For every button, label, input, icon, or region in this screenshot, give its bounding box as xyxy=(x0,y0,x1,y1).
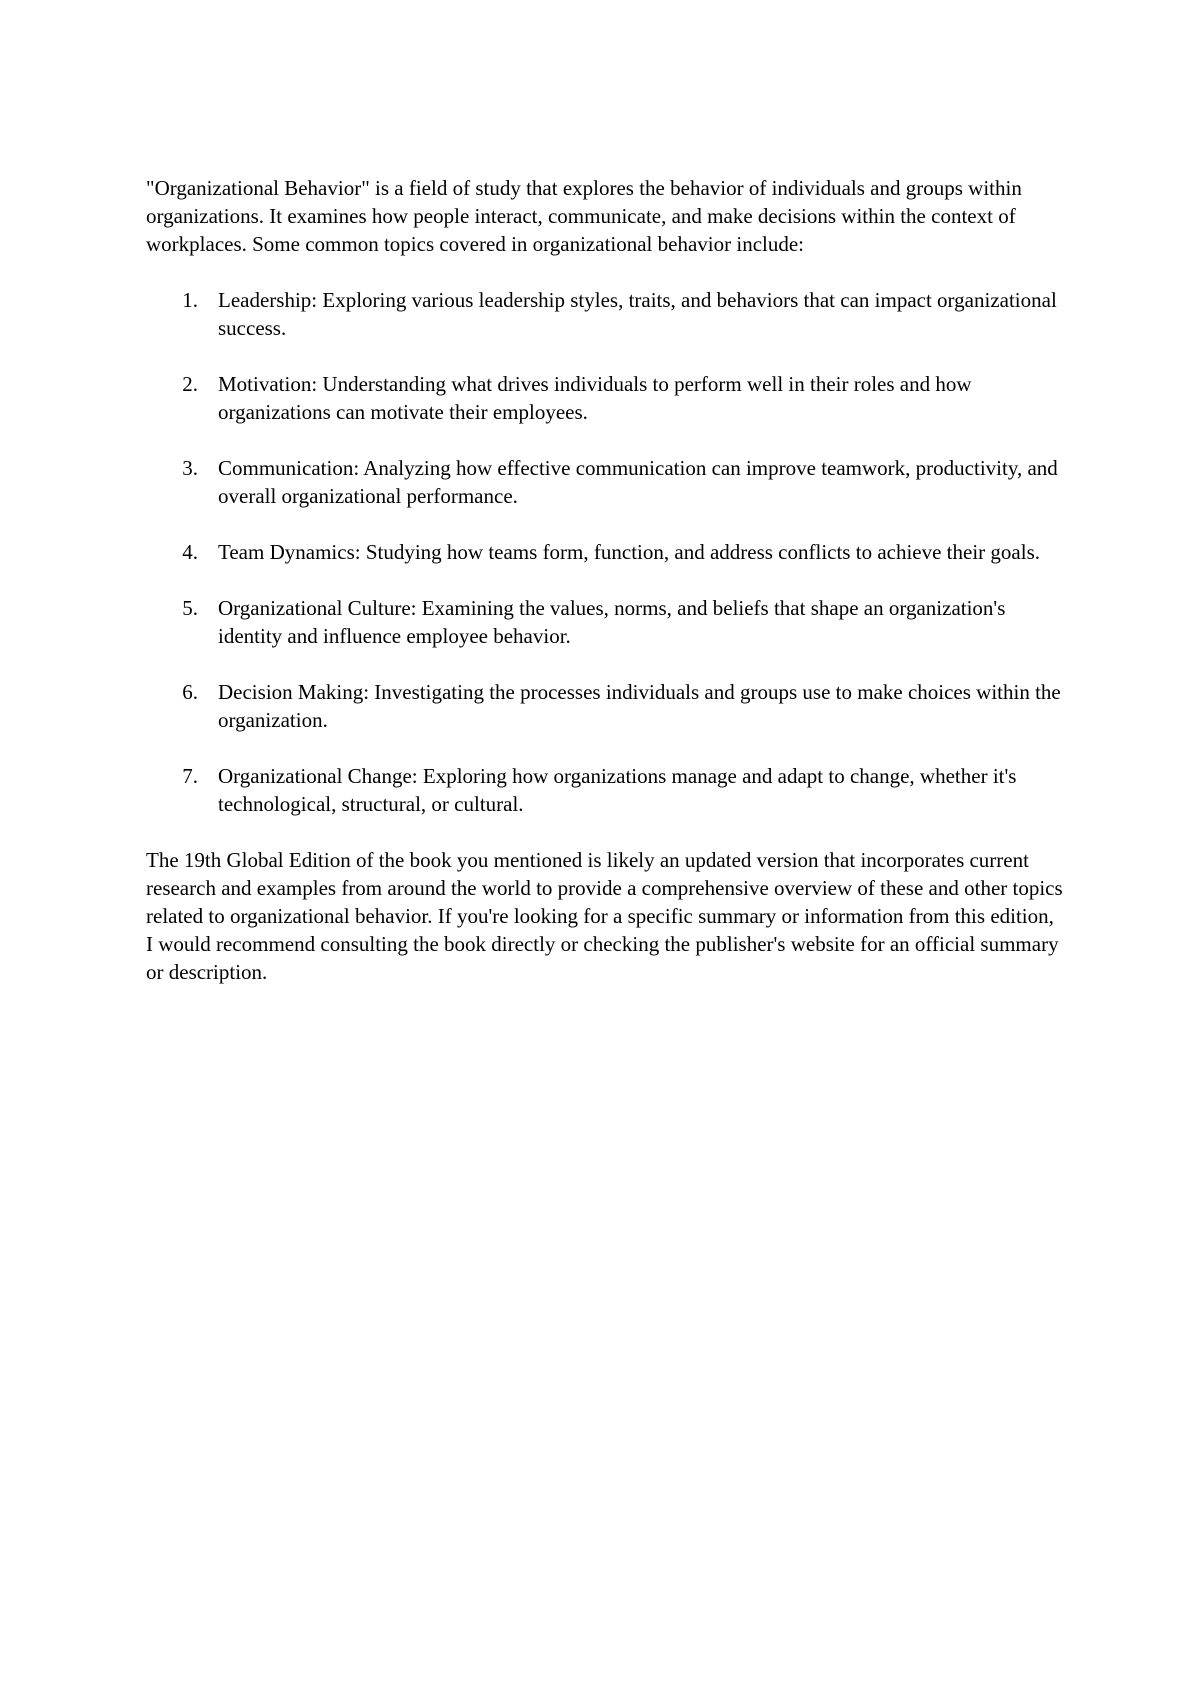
list-item-text: Team Dynamics: Studying how teams form, function, and address conflicts to achieve their goals. xyxy=(218,540,1040,564)
list-item-text: Decision Making: Investigating the processes individuals and groups use to make choices within the organization. xyxy=(218,680,1061,732)
list-item xyxy=(146,594,1066,650)
closing-paragraph: The 19th Global Edition of the book you mentioned is likely an updated version that incorporates current research and examples from around the world to provide a comprehensive overview of these and other topics related to organizational behavior. If you're looking for a specific summary or information from this edition, I would recommend consulting the book directly or checking the publisher's website for an official summary or description. xyxy=(146,848,1063,984)
document-body xyxy=(146,174,1066,986)
list-item xyxy=(146,286,1066,342)
list-item-number: 5. xyxy=(182,596,198,620)
list-item-number: 3. xyxy=(182,456,198,480)
list-item-number: 6. xyxy=(182,680,198,704)
topics-list xyxy=(146,286,1066,818)
list-item-number: 2. xyxy=(182,372,198,396)
list-item-text: Organizational Culture: Examining the values, norms, and beliefs that shape an organization's identity and influence employee behavior. xyxy=(218,596,1006,648)
list-item-text: Motivation: Understanding what drives individuals to perform well in their roles and how organizations can motivate their employees. xyxy=(218,372,972,424)
list-item-number: 7. xyxy=(182,764,198,788)
list-item-number: 1. xyxy=(182,288,198,312)
list-item xyxy=(146,454,1066,510)
list-item xyxy=(146,370,1066,426)
list-item-text: Communication: Analyzing how effective communication can improve teamwork, productivity, and overall organizational performance. xyxy=(218,456,1058,508)
list-item xyxy=(146,762,1066,818)
intro-paragraph: "Organizational Behavior" is a field of study that explores the behavior of individuals and groups within organizations. It examines how people interact, communicate, and make decisions within the context of workplaces. Some common topics covered in organizational behavior include: xyxy=(146,176,1022,256)
list-item-text: Leadership: Exploring various leadership styles, traits, and behaviors that can impact organizational success. xyxy=(218,288,1057,340)
list-item-text: Organizational Change: Exploring how organizations manage and adapt to change, whether it's technological, structural, or cultural. xyxy=(218,764,1017,816)
list-item xyxy=(146,538,1066,566)
list-item-number: 4. xyxy=(182,540,198,564)
list-item xyxy=(146,678,1066,734)
